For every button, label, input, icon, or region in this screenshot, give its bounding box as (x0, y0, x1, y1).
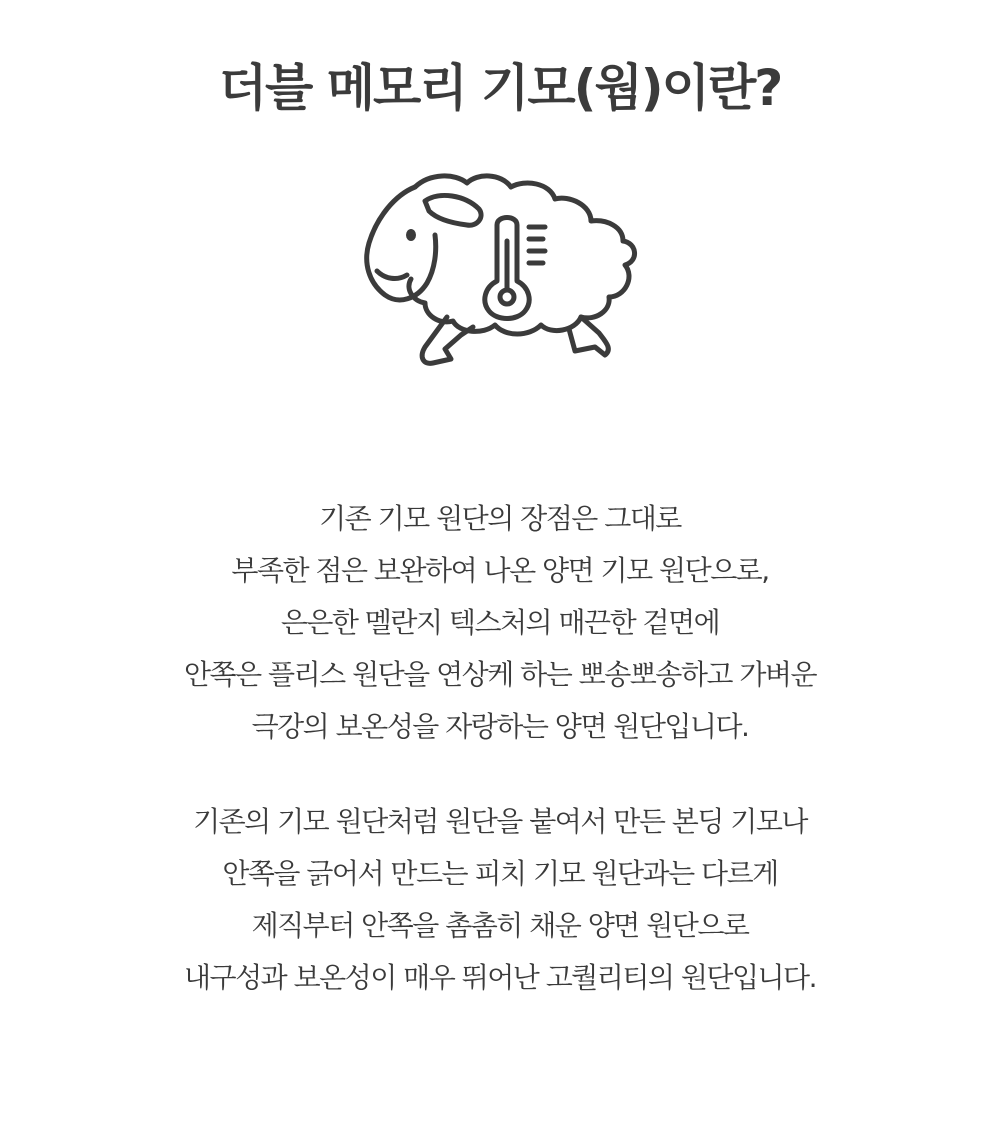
detail-paragraph (0, 796, 1000, 1004)
paragraph-line: 내구성과 보온성이 매우 뛰어난 고퀄리티의 원단입니다. (183, 961, 816, 994)
sheep-mouth (377, 271, 407, 278)
paragraph-line: 극강의 보온성을 자랑하는 양면 원단입니다. (251, 710, 749, 743)
paragraph-line: 안쪽을 긁어서 만드는 피치 기모 원단과는 다르게 (222, 857, 778, 890)
sheep-illustration-svg (355, 165, 645, 380)
intro-paragraph (0, 493, 1000, 753)
page-title: 더블 메모리 기모(웜)이란? (218, 59, 782, 117)
wool-outline (409, 176, 635, 334)
paragraph-line: 부족한 점은 보완하여 나온 양면 기모 원단으로, (231, 554, 769, 587)
paragraph-line: 안쪽은 플리스 원단을 연상케 하는 뽀송뽀송하고 가벼운 (183, 658, 816, 691)
paragraph-line: 기존 기모 원단의 장점은 그대로 (319, 502, 681, 535)
paragraph-line: 은은한 멜란지 텍스처의 매끈한 겉면에 (280, 606, 720, 639)
sheep-thermometer-icon (355, 165, 645, 380)
sheep-ear (425, 195, 481, 225)
paragraph-line: 제직부터 안쪽을 촘촘히 채운 양면 원단으로 (251, 909, 749, 942)
paragraph-line: 기존의 기모 원단처럼 원단을 붙여서 만든 본딩 기모나 (193, 805, 807, 838)
sheep-eye (406, 229, 416, 241)
